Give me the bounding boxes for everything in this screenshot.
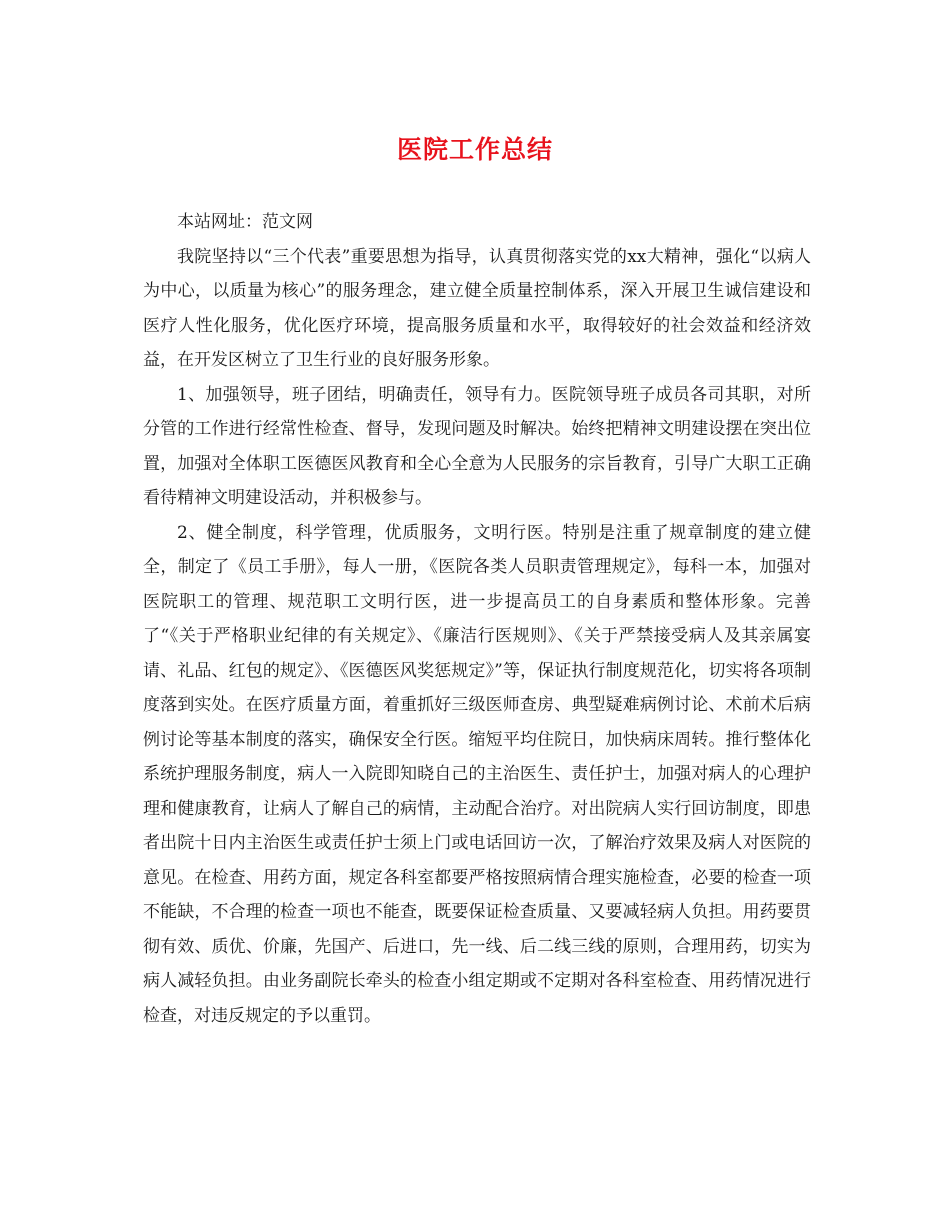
site-url-line: 本站网址：范文网 [177, 212, 313, 232]
document-title: 医院工作总结 [396, 135, 553, 164]
leadership-paragraph: 1、加强领导，班子团结，明确责任，领导有力。医院领导班子成员各司其职，对所分管的工作进行经常性检查、督导，发现问题及时解决。始终把精神文明建设摆在突出位置，加强对全体职工医德医风教育和全心全意为人民服务的宗旨教育，引导广大职工正确看待精神文明建设活动，并积极参与。 [143, 384, 811, 508]
intro-paragraph: 我院坚持以“三个代表”重要思想为指导，认真贯彻落实党的xx大精神，强化“以病人为中心，以质量为核心”的服务理念，建立健全质量控制体系，深入开展卫生诚信建设和医疗人性化服务，优化医疗环境，提高服务质量和水平，取得较好的社会效益和经济效益，在开发区树立了卫生行业的良好服务形象。 [143, 246, 811, 370]
management-paragraph: 2、健全制度，科学管理，优质服务，文明行医。特别是注重了规章制度的建立健全，制定了《员工手册》，每人一册，《医院各类人员职责管理规定》，每科一本，加强对医院职工的管理、规范职工文明行医，进一步提高员工的自身素质和整体形象。完善了“《关于严格职业纪律的有关规定》、《廉洁行医规则》、《关于严禁接受病人及其亲属宴请、礼品、红包的规定》、《医德医风奖惩规定》”等，保证执行制度规范化，切实将各项制度落到实处。在医疗质量方面，着重抓好三级医师查房、典型疑难病例讨论、术前术后病例讨论等基本制度的落实，确保安全行医。缩短平均住院日，加快病床周转。推行整体化系统护理服务制度，病人一入院即知晓自己的主治医生、责任护士，加强对病人的心理护理和健康教育，让病人了解自己的病情，主动配合治疗。对出院病人实行回访制度，即患者出院十日内主治医生或责任护士须上门或电话回访一次，了解治疗效果及病人对医院的意见。在检查、用药方面，规定各科室都要严格按照病情合理实施检查，必要的检查一项不能缺，不合理的检查一项也不能查，既要保证检查质量、又要减轻病人负担。用药要贯彻有效、质优、价廉，先国产、后进口，先一线、后二线三线的原则，合理用药，切实为病人减轻负担。由业务副院长牵头的检查小组定期或不定期对各科室检查、用药情况进行检查，对违反规定的予以重罚。 [143, 522, 811, 1026]
document-body [143, 205, 811, 1033]
